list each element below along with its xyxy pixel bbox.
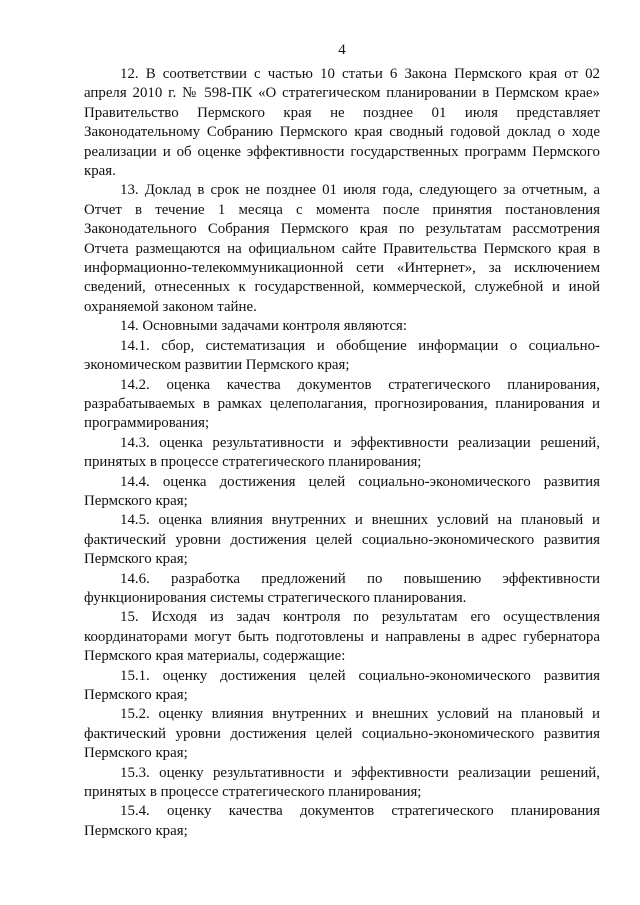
paragraph-15: 15. Исходя из задач контроля по результатам его осуществления координаторами могут быть подготовлены и направлены в адрес губернатора Пермского края материалы, содержащие: <box>84 609 600 665</box>
paragraph-14-2: 14.2. оценка качества документов стратегического планирования, разрабатываемых в рамках целеполагания, прогнозирования, планирования и программирования; <box>84 376 600 432</box>
paragraph-13: 13. Доклад в срок не позднее 01 июля года, следующего за отчетным, а Отчет в течение 1 месяца с момента после принятия постановления Законодательного Собрания Пермского края по результатам рассмотрения Отчета размещаются на официальном сайте Правительства Пермского края в информационно-телекоммуникационной сети «Интернет», за исключением сведений, отнесенных к государственной, коммерческой, служебной и иной охраняемой законом тайне. <box>84 182 600 315</box>
paragraph-14-4: 14.4. оценка достижения целей социально-экономического развития Пермского края; <box>84 473 600 509</box>
document-page <box>84 40 600 841</box>
paragraph-14-6: 14.6. разработка предложений по повышению эффективности функционирования системы стратегического планирования. <box>84 570 600 606</box>
page-number: 4 <box>338 42 346 58</box>
paragraph-14-3: 14.3. оценка результативности и эффективности реализации решений, принятых в процессе стратегического планирования; <box>84 434 600 471</box>
paragraph-15-3: 15.3. оценку результативности и эффективности реализации решений, принятых в процессе стратегического планирования; <box>84 764 600 801</box>
paragraph-15-1: 15.1. оценку достижения целей социально-экономического развития Пермского края; <box>84 667 600 703</box>
paragraph-12: 12. В соответствии с частью 10 статьи 6 Закона Пермского края от 02 апреля 2010 г. № 598-ПК «О стратегическом планировании в Пермском крае» Правительство Пермского края не позднее 01 июля представляет Законодательному Собранию Пермского края сводный годовой доклад о ходе реализации и об оценке эффективности государственных программ Пермского края. <box>84 66 600 180</box>
paragraph-14: 14. Основными задачами контроля являются: <box>120 318 407 335</box>
paragraph-15-2: 15.2. оценку влияния внутренних и внешних условий на плановый и фактический уровни достижения целей социально-экономического развития Пермского края; <box>84 706 600 762</box>
paragraph-14-5: 14.5. оценка влияния внутренних и внешних условий на плановый и фактический уровни достижения целей социально-экономического развития Пермского края; <box>84 512 600 568</box>
paragraph-15-4: 15.4. оценку качества документов стратегического планирования Пермского края; <box>84 803 600 839</box>
paragraph-14-1: 14.1. сбор, систематизация и обобщение информации о социально-экономическом развитии Пермского края; <box>84 337 600 374</box>
